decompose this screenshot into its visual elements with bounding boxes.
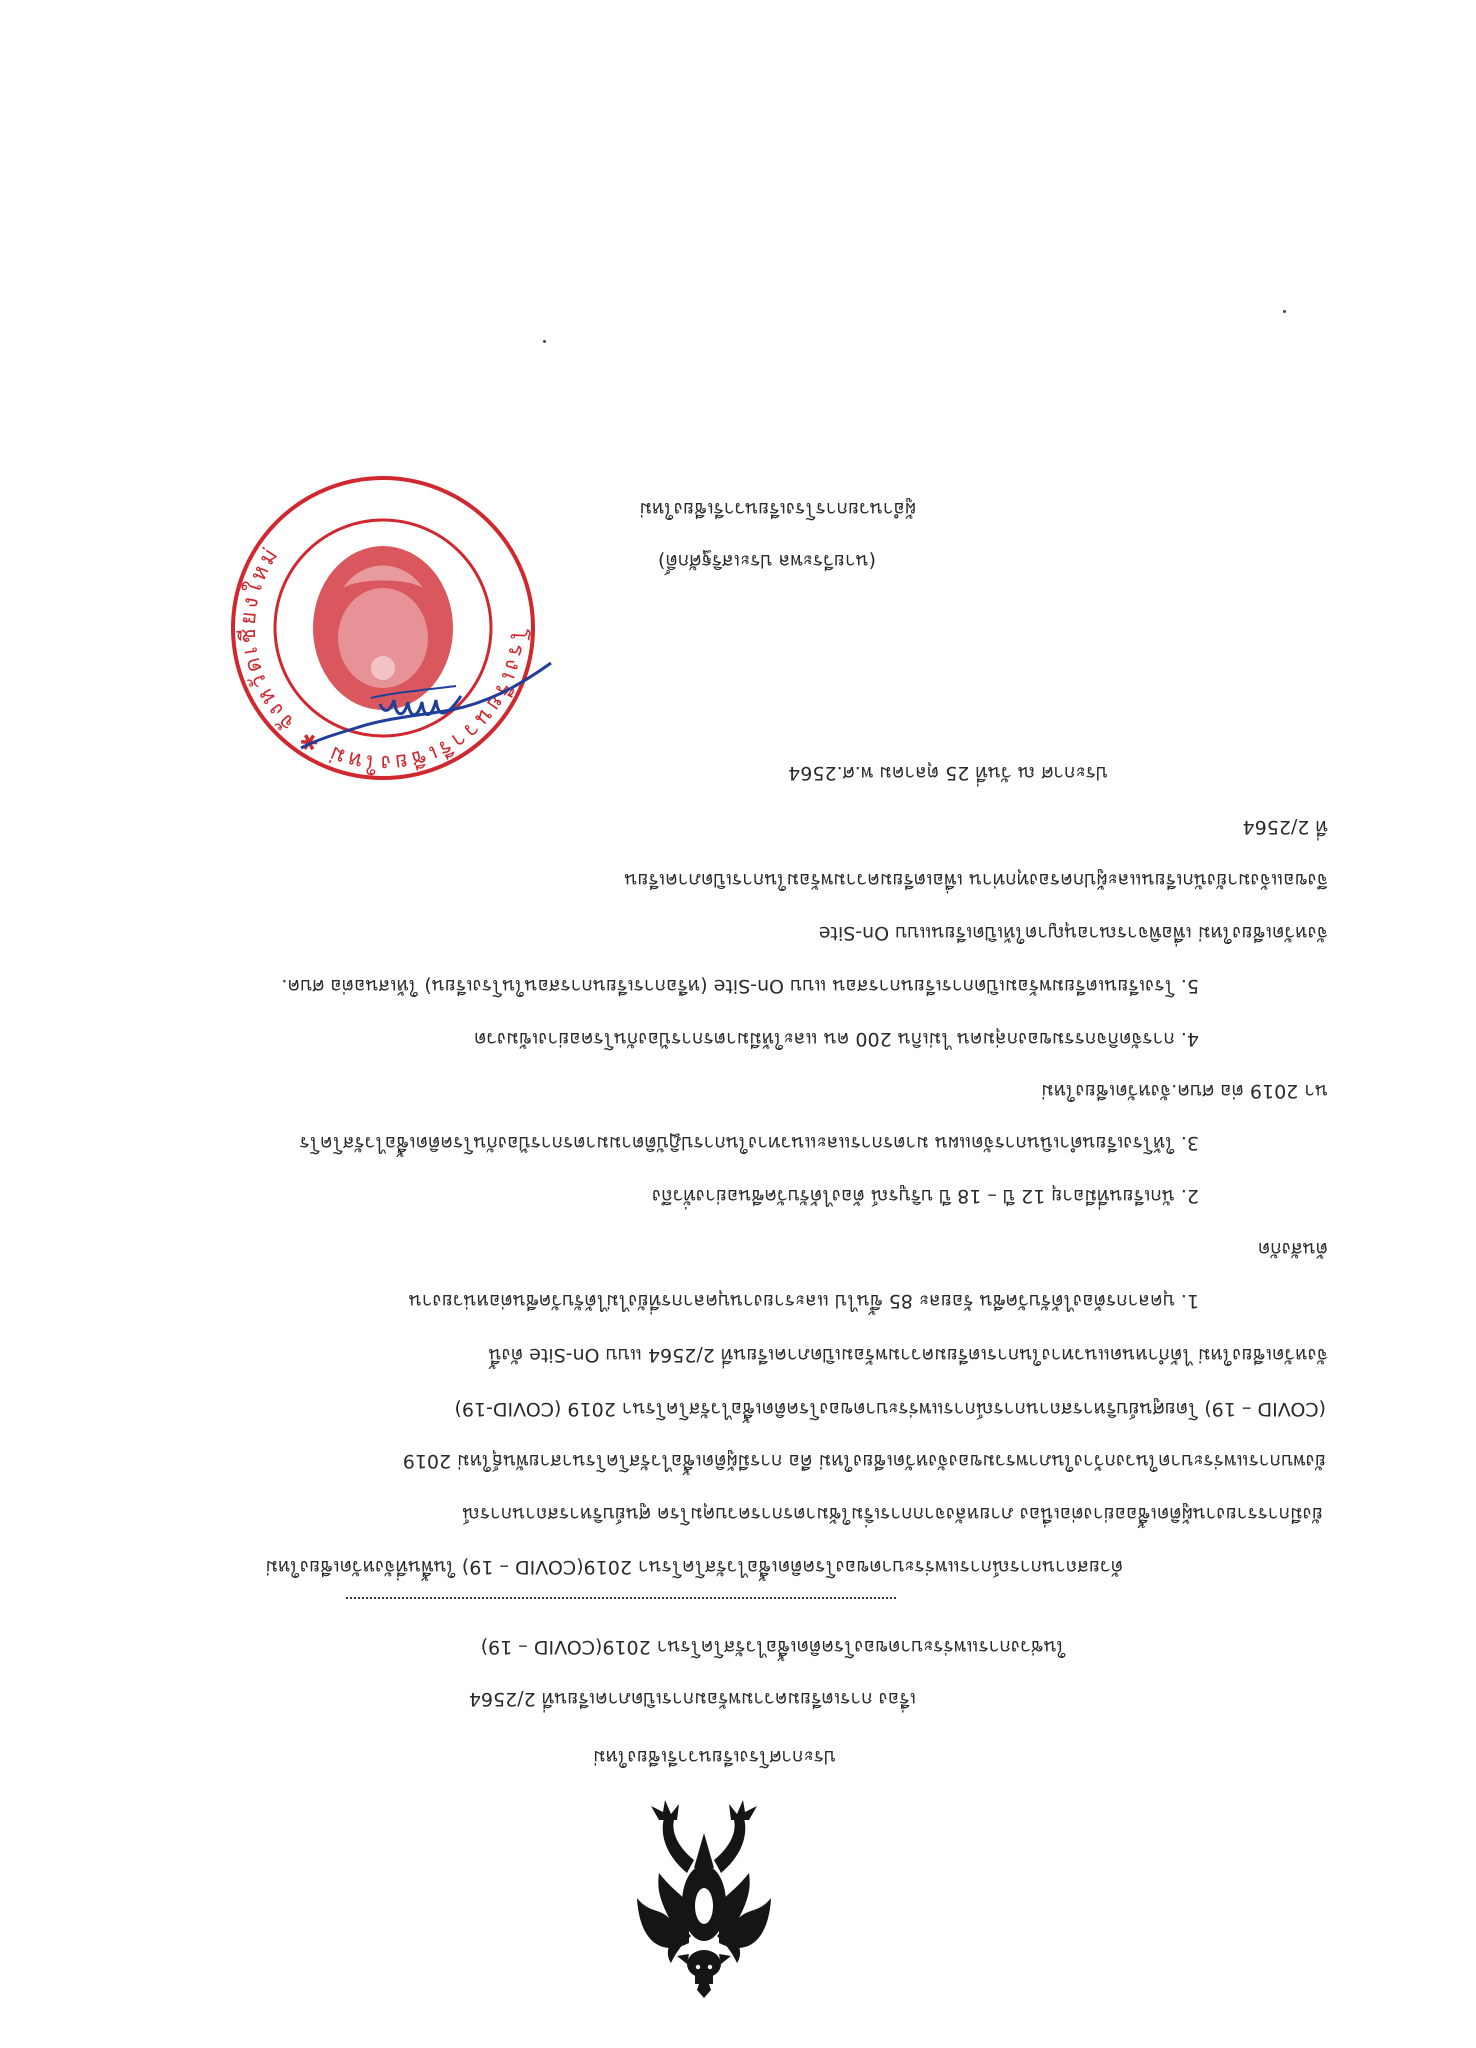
subject-line-2: ในช่วงการแพร่ระบาดของโรคติดเชื้อไวรัสโคโรนา 2019(COVID – 19) bbox=[480, 1636, 1066, 1658]
item-3: 3. ให้โรงเรียนดำเนินการจัดแผน มาตรการและแนวทางในการปฏิบัติตามมาตรการป้องกันโรคติดเชื้อไวรัสโคโร bbox=[299, 1132, 1199, 1154]
body-line-4: (COVID – 19) โดยศูนย์บริหารสถานการณ์การแพร่ระบาดของโรคติดเชื้อไวรัสโคโรนา 2019 (COVID-19) bbox=[454, 1398, 1326, 1420]
scan-speck bbox=[1283, 310, 1286, 313]
signer-name: (นายวีระพล ประเสริฐศักดิ์) bbox=[657, 550, 876, 572]
item-1-cont: ต้นสังกัด bbox=[1257, 1238, 1328, 1260]
seal-ring-text: โรงเรียนวารีเชียงใหม่ ✱ จังหวัดเชียงใหม่ bbox=[235, 541, 531, 776]
item-3-cont: นา 2019 ต่อ ศบค.จังหวัดเชียงใหม่ bbox=[1041, 1080, 1328, 1102]
item-5-cont: จังหวัดเชียงใหม่ เพื่อพิจารณาอนุญาตให้เปิดเรียนแบบ On-Site bbox=[818, 922, 1328, 944]
body-line-2: ยังมีการรายงานผู้ติดเชื้ออย่างต่อเนื่อง ภายหลังจากการเริ่มใช้มาตรการควบคุมโรค ศูนย์บริหารสถานการณ์ bbox=[462, 1503, 1323, 1525]
signer-position: ผู้อำนวยการโรงเรียนวารีเชียงใหม่ bbox=[639, 498, 916, 520]
item-2: 2. นักเรียนที่มีอายุ 12 ปี – 18 ปี บริบูรณ์ ต้องได้รับวัคซีนอย่างทั่วถึง bbox=[651, 1185, 1199, 1207]
closing-line: จึงขอแจ้งมายังนักเรียนและผู้ปกครองทุกท่าน เพื่อเตรียมความพร้อมในการเปิดภาคเรียน bbox=[624, 869, 1328, 891]
body-line-3: ยังพบการแพร่ระบาดในวงกว้างในภาพรวมของจังหวัดเชียงใหม่ คือ การมีผู้ติดเชื้อไวรัสโคโรนาสายพันธุ์ใหม่ 2019 bbox=[402, 1450, 1326, 1472]
dotted-separator bbox=[346, 1597, 896, 1599]
item-5: 5. โรงเรียนเตรียมพร้อมเปิดการเรียนการสอน แบบ On-Site (หรือการเรียนการสอนในโรงเรียน) ให้เสนอต่อ ศบค. bbox=[281, 975, 1199, 997]
date-line: ประกาศ ณ วันที่ 25 ตุลาคม พ.ศ.2564 bbox=[788, 762, 1108, 784]
body-line-5: จังหวัดเชียงใหม่ ได้กำหนดแนวทางในการเตรียมความพร้อมเปิดภาคเรียนที่ 2/2564 แบบ On-Site ดังนี้ bbox=[488, 1344, 1328, 1366]
item-4: 4. การจัดกิจกรรมของกลุ่มคน ไม่เกิน 200 คน และให้มีมาตรการป้องกันโรคอย่างเข้มงวด bbox=[473, 1028, 1199, 1050]
item-1: 1. บุคลากรต้องได้รับวัคซีน ร้อยละ 85 ขึ้นไป และรายงานบุคลากรที่ยังไม่ได้รับวัคซีนต่อหน่วยงาน bbox=[408, 1290, 1199, 1312]
scan-speck bbox=[543, 340, 546, 343]
garuda-emblem-icon bbox=[629, 1793, 779, 1998]
closing-line-cont: ที่ 2/2564 bbox=[1242, 816, 1328, 838]
body-line-1: ด้วยสถานการณ์การแพร่ระบาดของโรคติดเชื้อไวรัสโคโรนา 2019(COVID – 19) ในพื้นที่จังหวัดเชียงใหม่ bbox=[265, 1556, 1123, 1578]
signature-scribble bbox=[296, 638, 556, 758]
announcement-title: ประกาศโรงเรียนวารีเชียงใหม่ bbox=[593, 1746, 836, 1768]
subject-line: เรื่อง การเตรียมความพร้อมการเปิดภาคเรียนที่ 2/2564 bbox=[468, 1688, 916, 1710]
